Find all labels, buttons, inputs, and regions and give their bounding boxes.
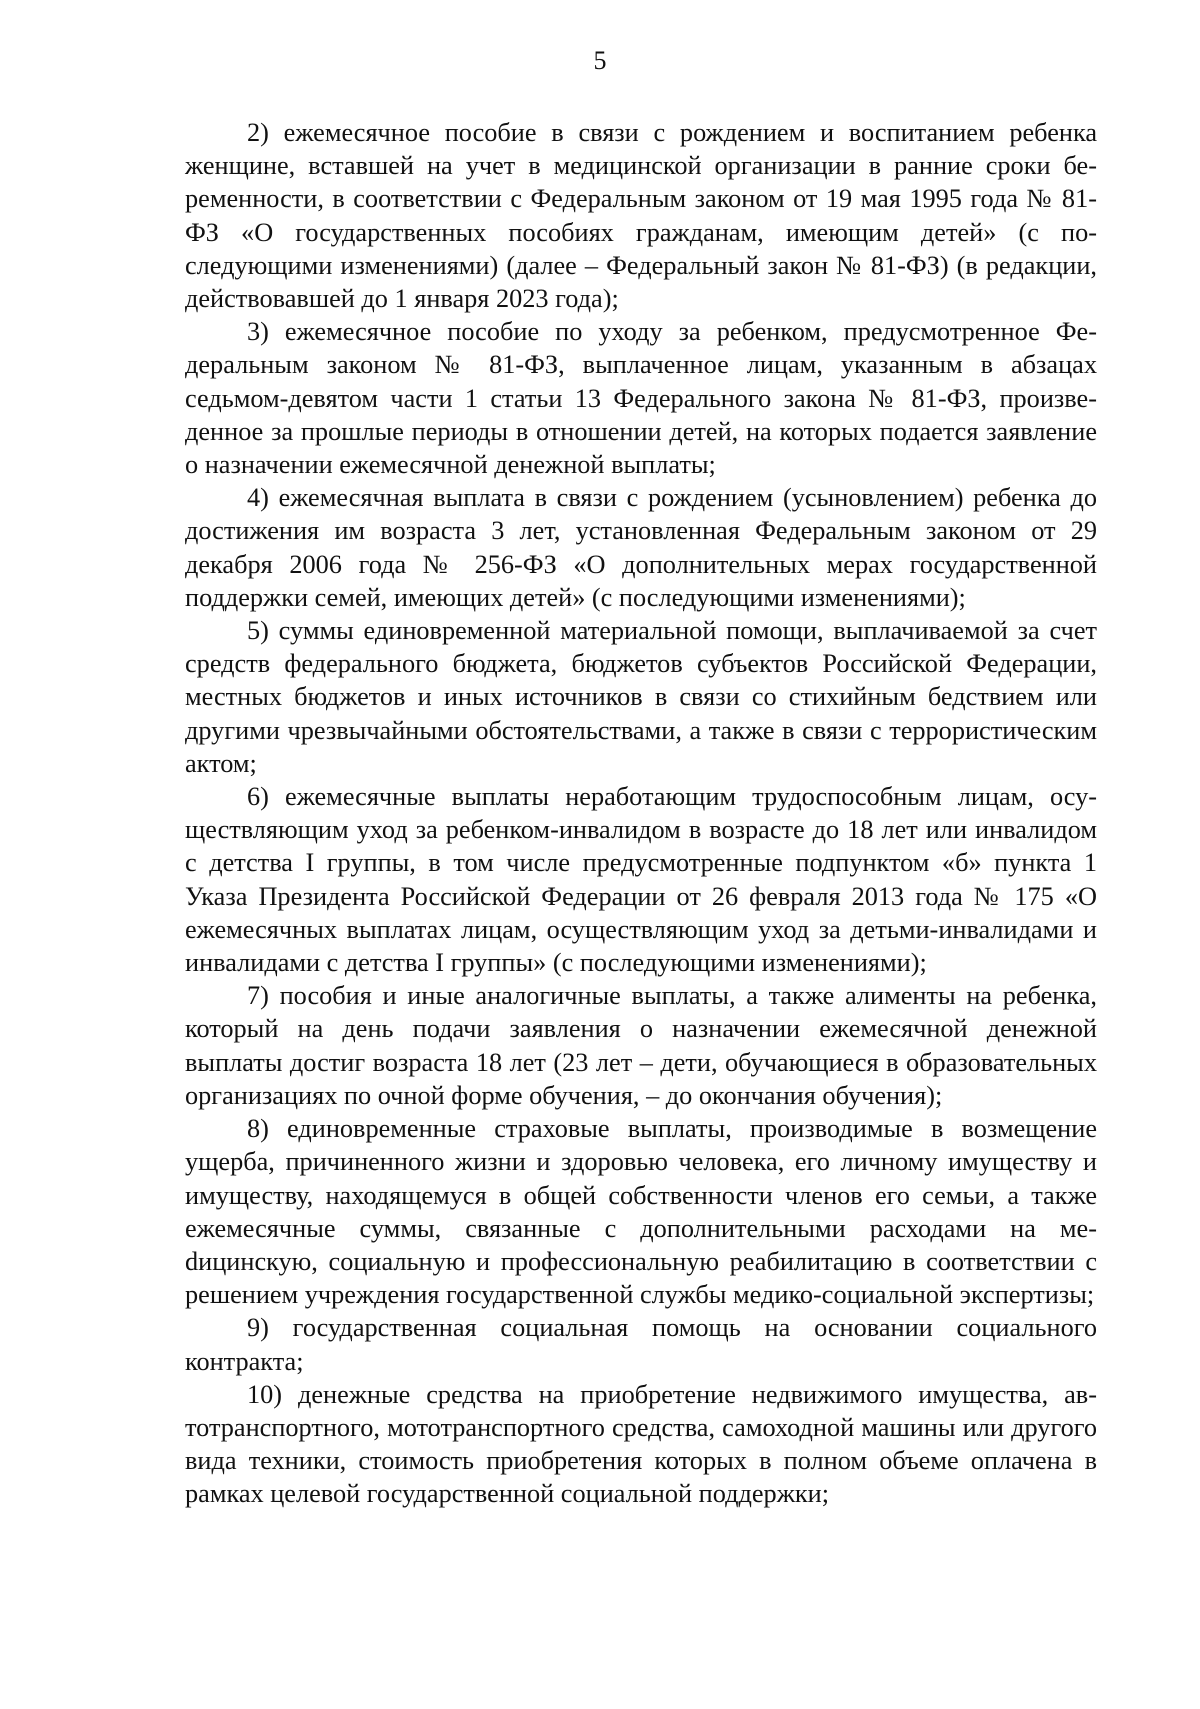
list-item-7: 7) пособия и иные аналогичные выплаты, а также алименты на ребенка, который на день подачи заявления о назначении ежемесячной денежной выплаты достиг возраста 18 лет (23 лет – дети, обучающиеся в образовательных организациях по очной форме обучения, – до окончания обучения);	[185, 981, 1097, 1110]
list-item-2: 2) ежемесячное пособие в связи с рождением и воспитанием ребенка женщине, вставшей на учет в медицинской организации в ранние сроки беременности, в соответствии с Федеральным законом от 19 мая 1995 года № 81-ФЗ «О государственных пособиях гражданам, имеющим детей» (с последующими изменениями) (далее – Федеральный закон № 81-ФЗ) (в редакции, действовавшей до 1 января 2023 года);	[185, 118, 1097, 314]
page-number: 5	[593, 46, 607, 75]
list-item-10: 10) денежные средства на приобретение недвижимого имущества, автотранспортного, мототранспортного средства, самоходной машины или другого вида техники, стоимость приобретения которых в полном объеме оплачена в рамках целевой государственной социальной поддержки;	[185, 1379, 1097, 1509]
list-item-6: 6) ежемесячные выплаты неработающим трудоспособным лицам, осуществляющим уход за ребенком-инвалидом в возрасте до 18 лет или инвалидом с детства I группы, в том числе предусмотренные подпунктом «б» пункта 1 Указа Президента Российской Федерации от 26 февраля 2013 года № 175 «О ежемесячных выплатах лицам, осуществляющим уход за детьми-инвалидами и инвалидами с детства I группы» (с последующими изменениями);	[185, 782, 1097, 978]
list-item-3: 3) ежемесячное пособие по уходу за ребенком, предусмотренное Федеральным законом № 81-ФЗ, выплаченное лицам, указанным в абзацах седьмом-девятом части 1 статьи 13 Федерального закона № 81-ФЗ, произведенное за прошлые периоды в отношении детей, на которых подается заявление о назначении ежемесячной денежной выплаты;	[185, 317, 1097, 480]
list-item-5: 5) суммы единовременной материальной помощи, выплачиваемой за счет средств федерального бюджета, бюджетов субъектов Российской Федерации, местных бюджетов и иных источников в связи со стихийным бедствием или другими чрезвычайными обстоятельствами, а также в связи с террористическим актом;	[185, 616, 1097, 778]
list-item-9: 9) государственная социальная помощь на основании социального контракта;	[185, 1313, 1097, 1376]
list-item-4: 4) ежемесячная выплата в связи с рождением (усыновлением) ребенка до достижения им возраста 3 лет, установленная Федеральным законом от 29 декабря 2006 года № 256-ФЗ «О дополнительных мерах государственной поддержки семей, имеющих детей» (с последующими изменениями);	[185, 483, 1097, 612]
document-body	[185, 116, 1097, 1511]
list-item-8: 8) единовременные страховые выплаты, производимые в возмещение ущерба, причиненного жизни и здоровью человека, его личному имуществу и имуществу, находящемуся в общей собственности членов его семьи, а также ежемесячные суммы, связанные с дополнительными расходами на меdицинскую, социальную и профессиональную реабилитацию в соответствии с решением учреждения государственной службы медико-социальной экспертизы;	[185, 1114, 1097, 1310]
